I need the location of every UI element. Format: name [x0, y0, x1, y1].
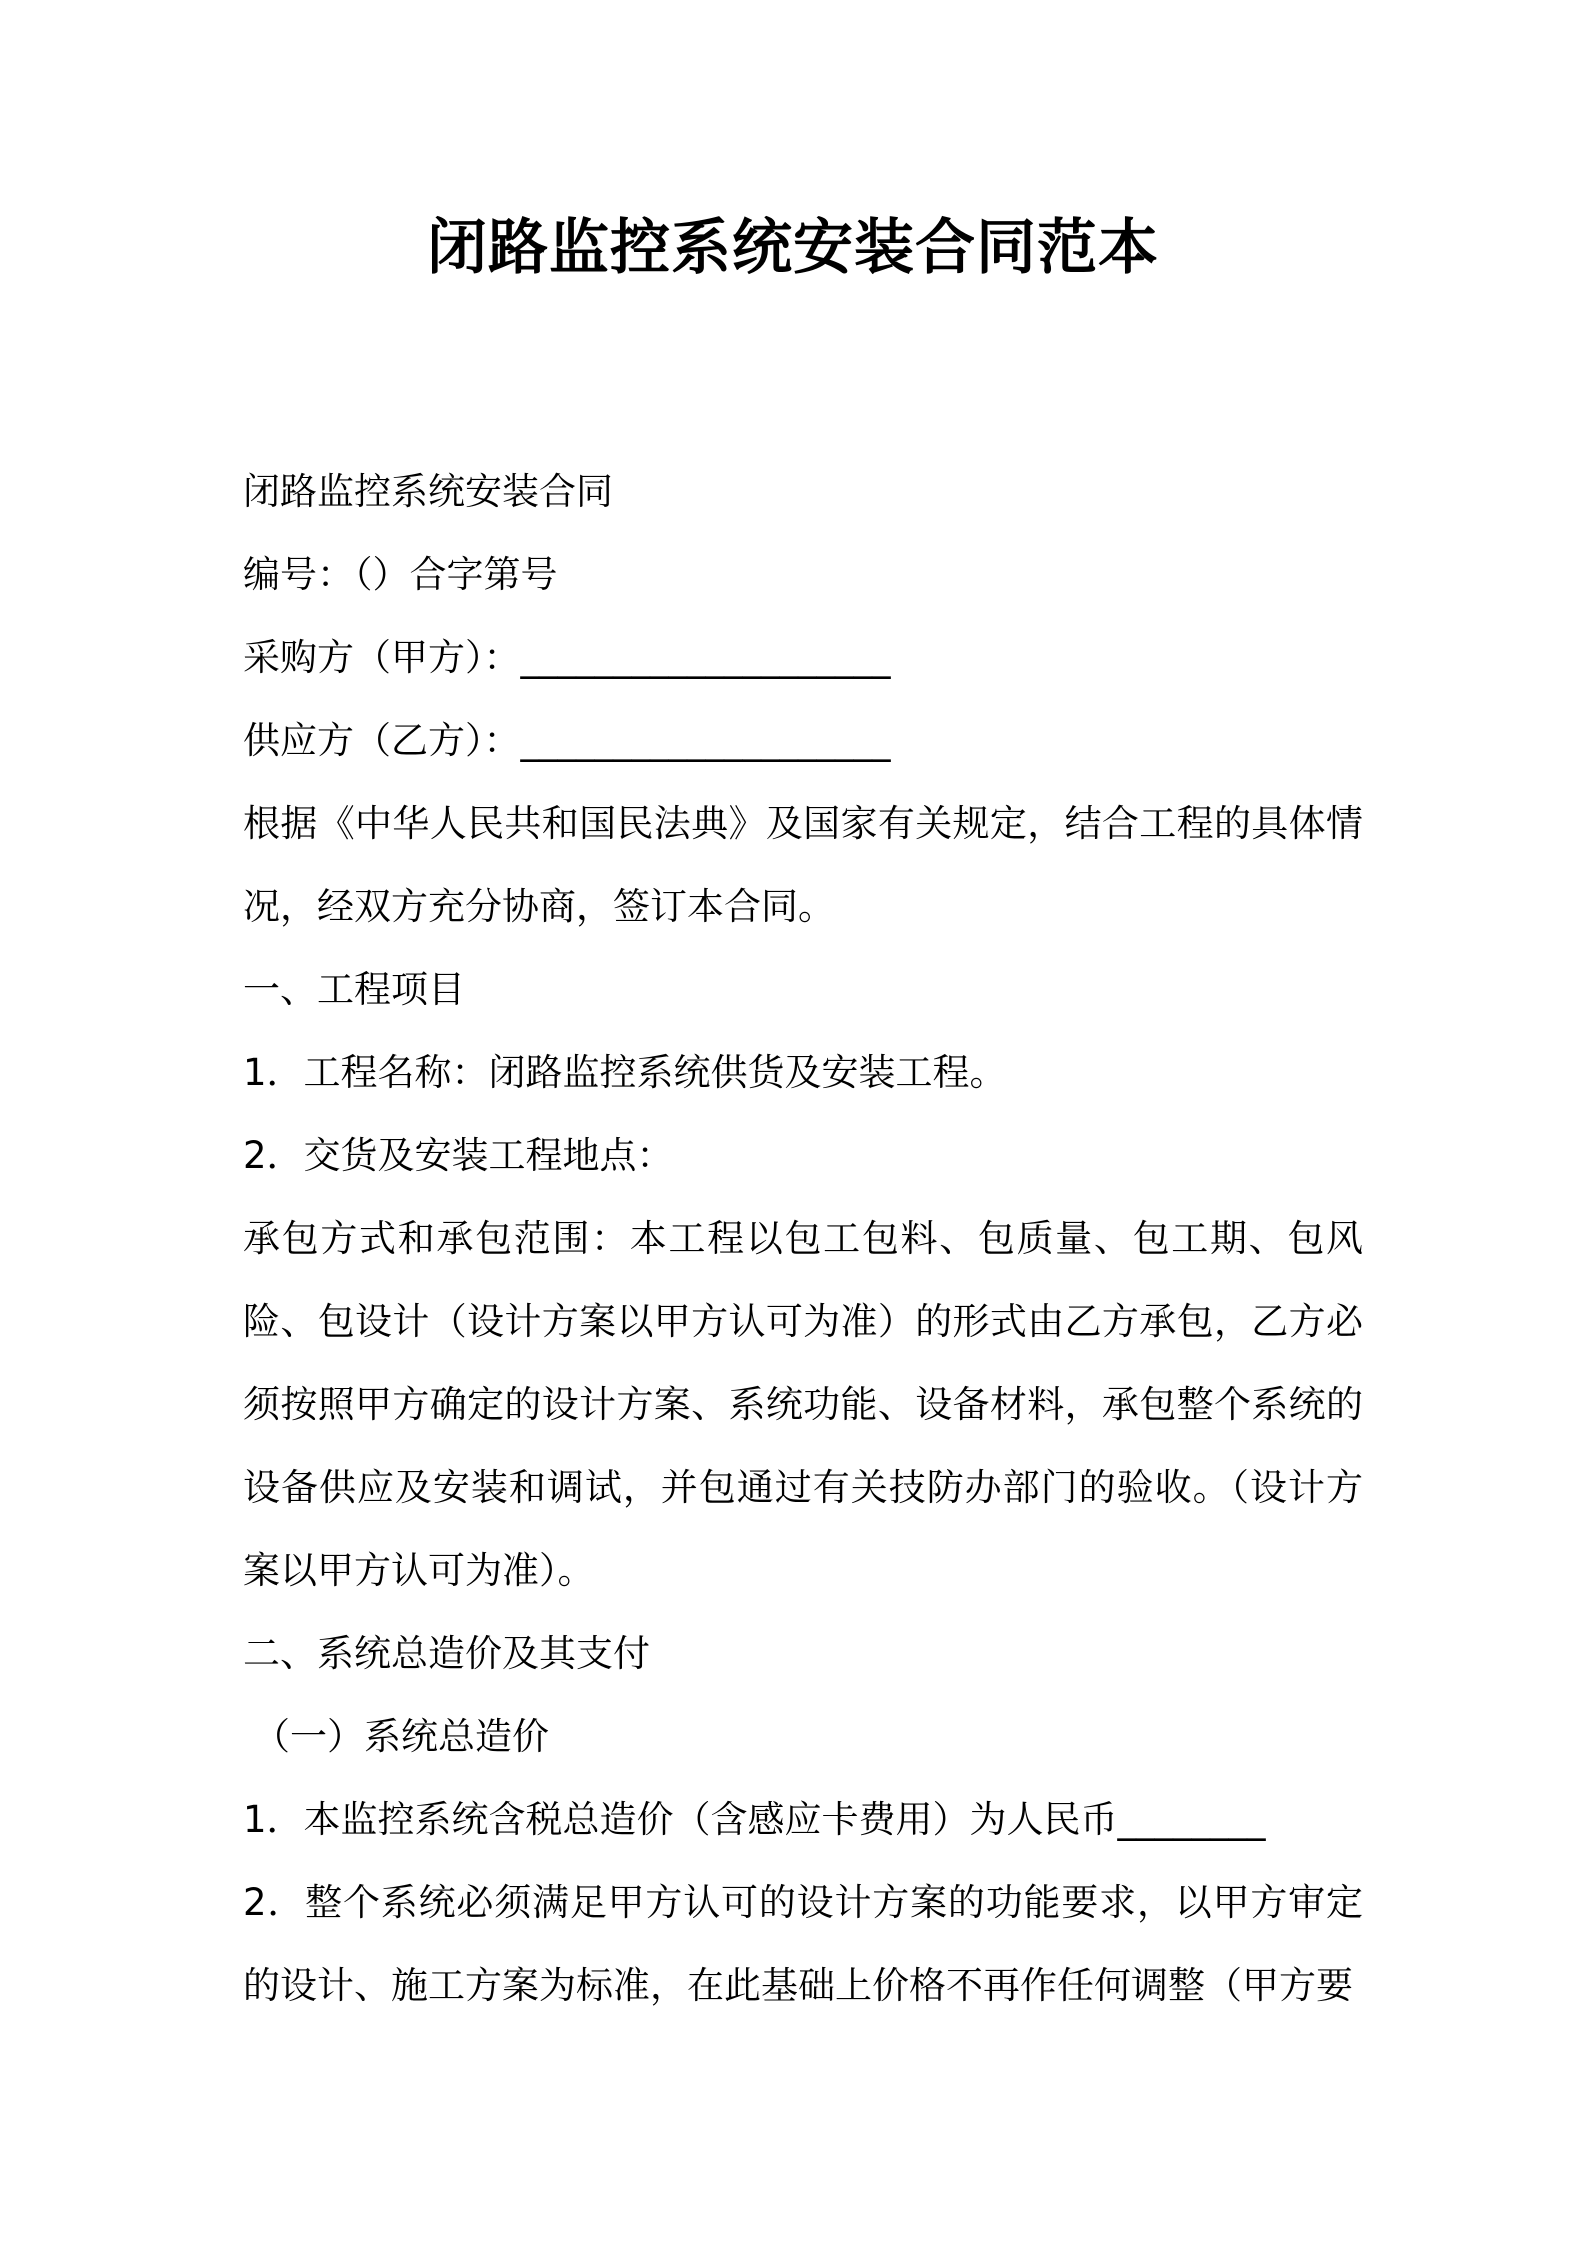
- party-b-field: 供应方（乙方）：____________________: [243, 719, 891, 762]
- clause-price-adjustment: 2．整个系统必须满足甲方认可的设计方案的功能要求，以甲方审定的设计、施工方案为标准，在此基础上价格不再作任何调整（甲方要: [243, 1881, 1363, 2007]
- preamble-paragraph: 根据《中华人民共和国民法典》及国家有关规定，结合工程的具体情况，经双方充分协商，签订本合同。: [243, 802, 1363, 928]
- clause-location: 2．交货及安装工程地点：: [243, 1134, 674, 1177]
- contract-number: 编号：（）合字第号: [243, 553, 558, 596]
- clause-total-price: 1．本监控系统含税总造价（含感应卡费用）为人民币________: [243, 1798, 1266, 1841]
- section-heading-1: 一、工程项目: [243, 968, 465, 1011]
- document-body: [243, 450, 1363, 2027]
- clause-contract-scope: 承包方式和承包范围：本工程以包工包料、包质量、包工期、包风险、包设计（设计方案以甲方认可为准）的形式由乙方承包，乙方必须按照甲方确定的设计方案、系统功能、设备材料，承包整个系统的设备供应及安装和调试，并包通过有关技防办部门的验收。（设计方案以甲方认可为准）。: [243, 1217, 1363, 1592]
- document-title: 闭路监控系统安装合同范本: [427, 213, 1159, 283]
- section-heading-2: 二、系统总造价及其支付: [243, 1632, 650, 1675]
- subsection-heading: （一）系统总造价: [253, 1715, 549, 1758]
- contract-name: 闭路监控系统安装合同: [243, 470, 613, 513]
- party-a-field: 采购方（甲方）：____________________: [243, 636, 891, 679]
- clause-project-name: 1．工程名称：闭路监控系统供货及安装工程。: [243, 1051, 1007, 1094]
